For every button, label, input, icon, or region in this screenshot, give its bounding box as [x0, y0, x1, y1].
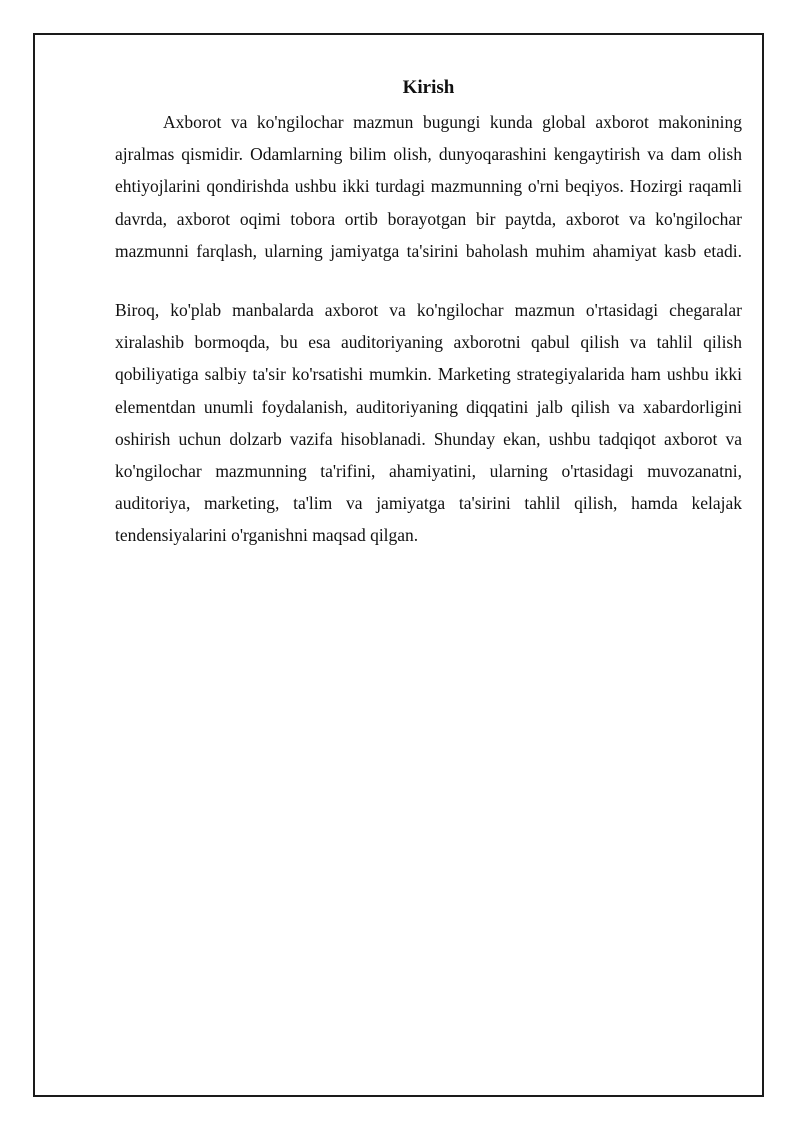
paragraph-problem: Biroq, ko'plab manbalarda axborot va ko'ngilochar mazmun o'rtasidagi chegaralar xiralashib bormoqda, bu esa auditoriyaning axborotni qabul qilish va tahlil qilish qobiliyatiga salbiy ta'sir ko'rsatishi mumkin. Marketing strategiyalarida ham ushbu ikki elementdan unumli foydalanish, auditoriyaning diqqatini jalb qilish va xabardorligini oshirish uchun dolzarb vazifa hisoblanadi. Shunday ekan, ushbu tadqiqot axborot va ko'ngilochar mazmunning ta'rifini, ahamiyatini, ularning o'rtasidagi muvozanatni, auditoriya, marketing, ta'lim va jamiyatga ta'sirini tahlil qilish, hamda kelajak tendensiyalarini o'rganishni maqsad qilgan.: [115, 300, 742, 546]
paragraph-intro: Axborot va ko'ngilochar mazmun bugungi kunda global axborot makonining ajralmas qismidir. Odamlarning bilim olish, dunyoqarashini kengaytirish va dam olish ehtiyojlarini qondirishda ushbu ikki turdagi mazmunning o'rni beqiyos. Hozirgi raqamli davrda, axborot oqimi tobora ortib borayotgan bir paytda, axborot va ko'ngilochar mazmunni farqlash, ularning jamiyatga ta'sirini baholash muhim ahamiyat kasb etadi.: [115, 112, 742, 261]
page-title: Kirish: [402, 77, 455, 98]
document-body: [115, 70, 742, 552]
